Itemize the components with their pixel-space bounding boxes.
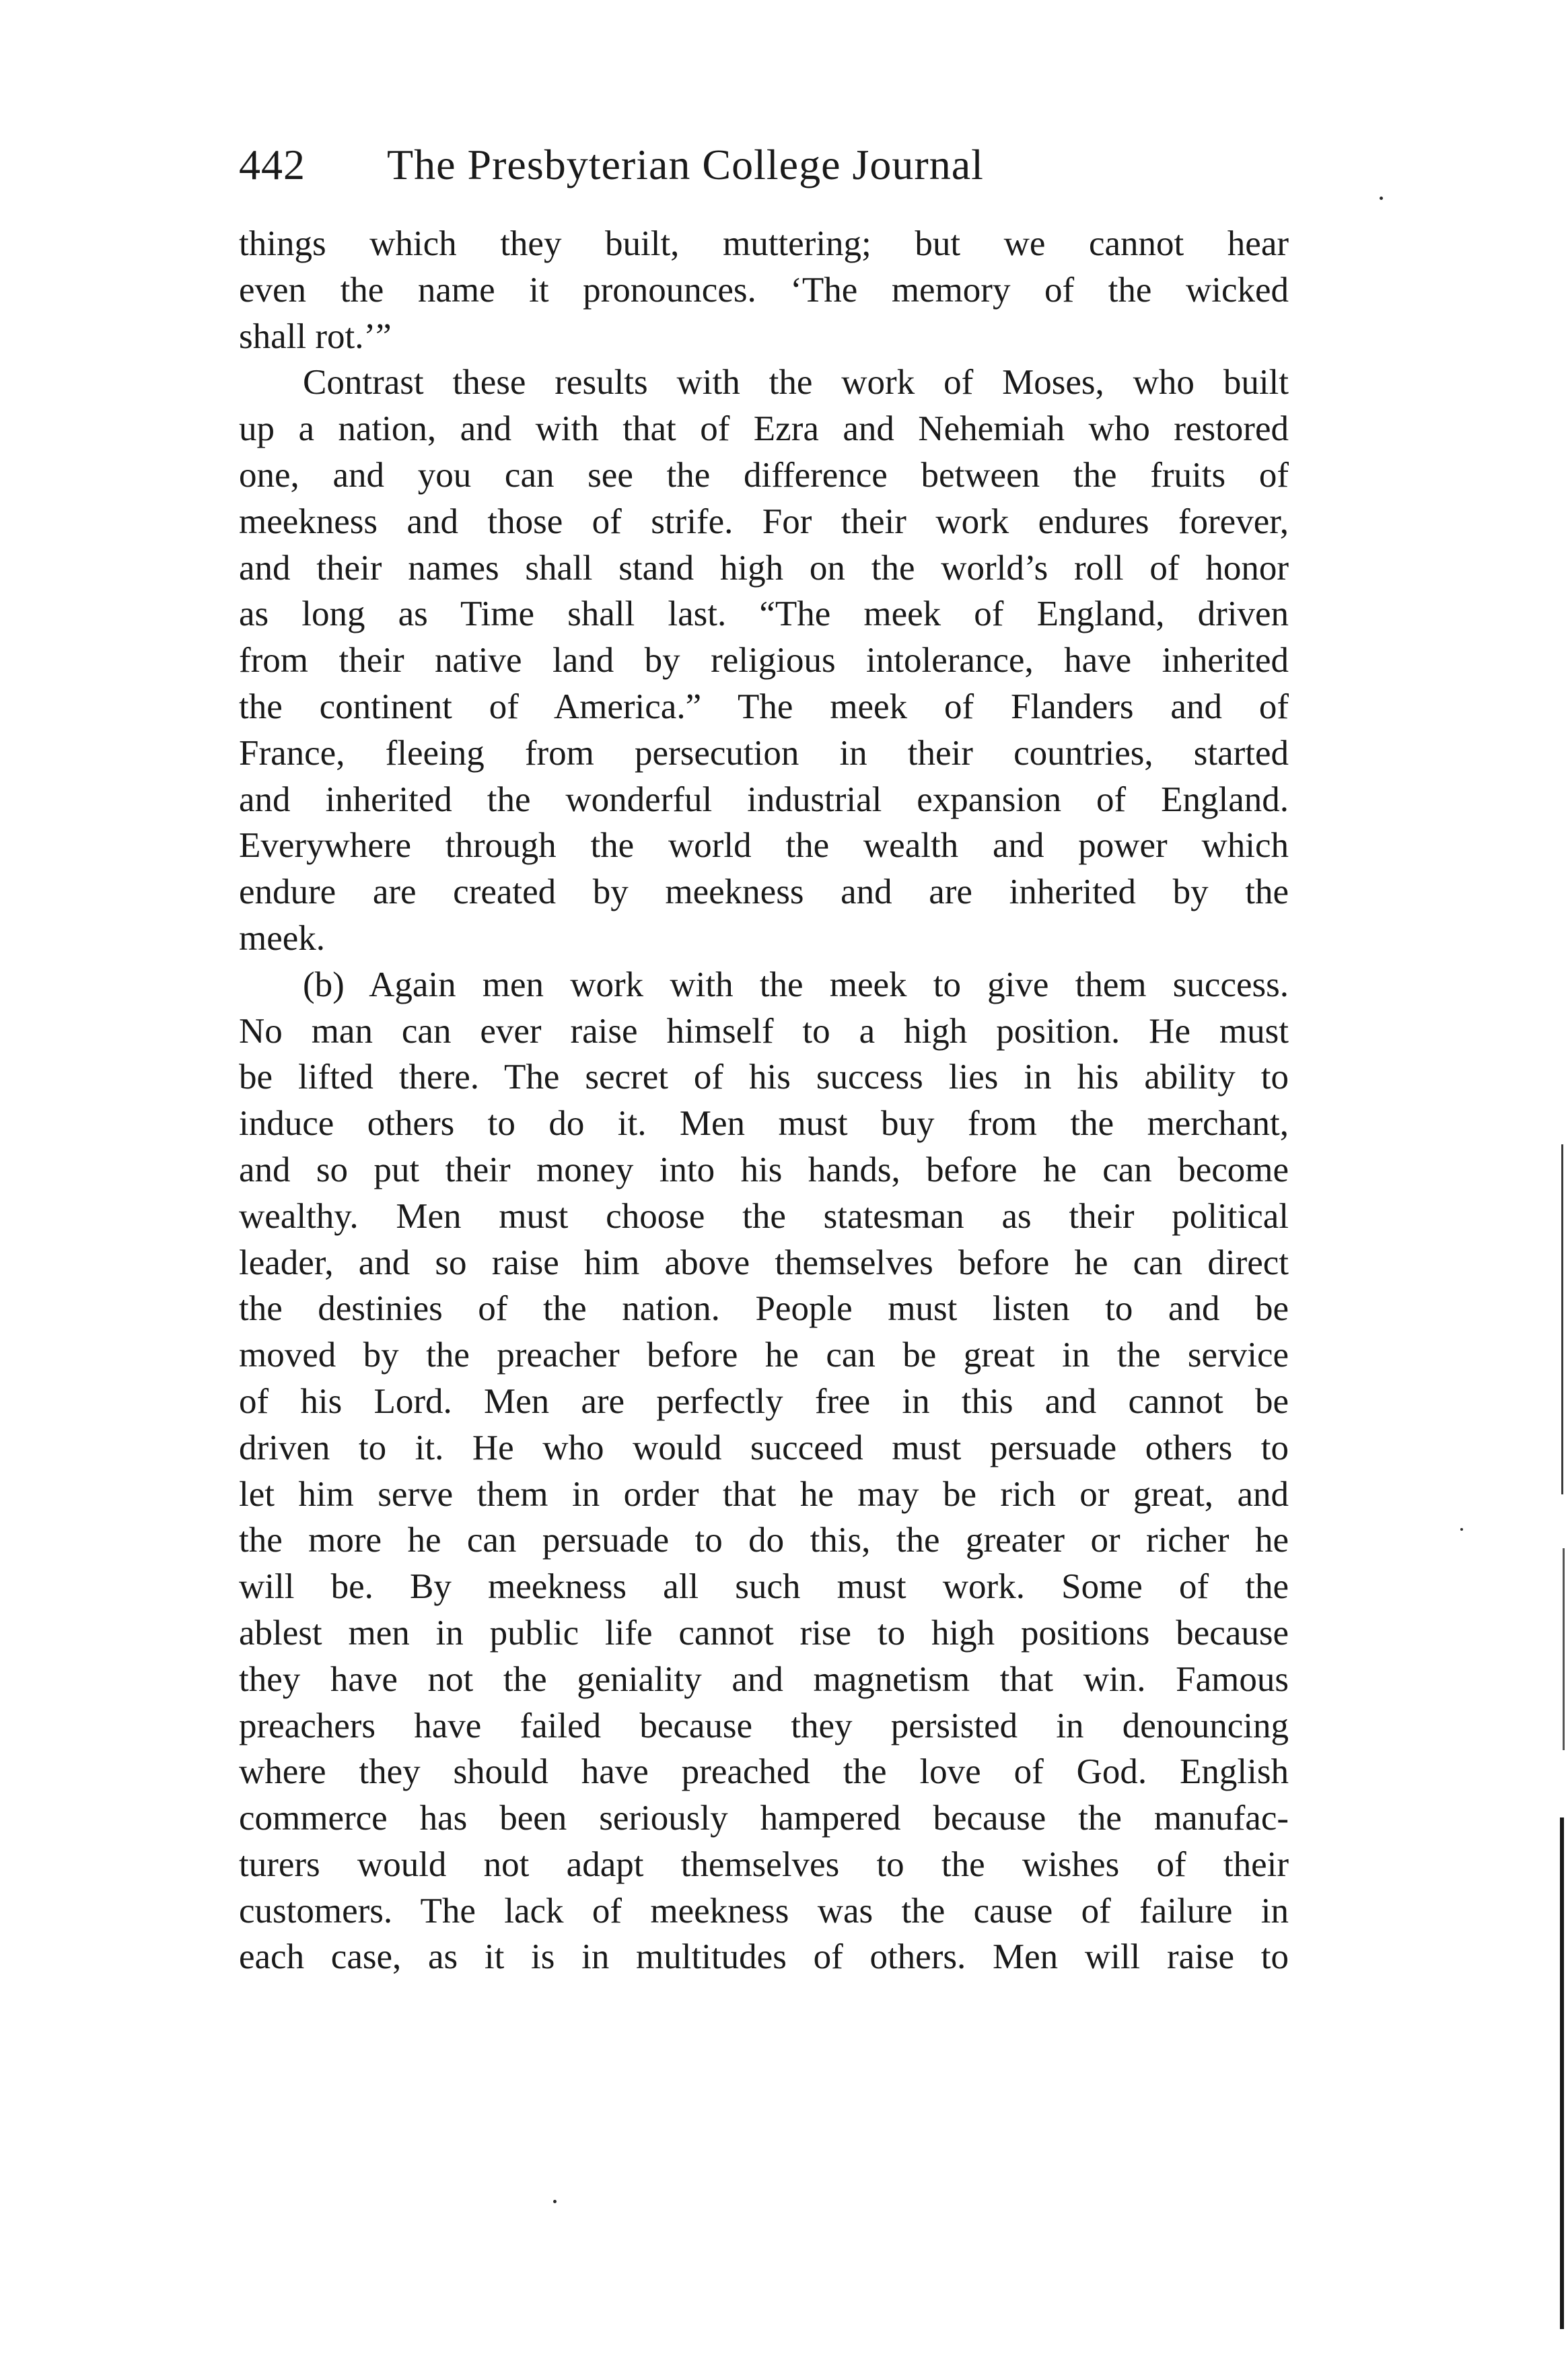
text-line: meekness and those of strife. For their work endures forever, [239, 501, 1289, 541]
text-line: be lifted there. The secret of his success lies in his ability to [239, 1058, 1289, 1097]
binding-edge-line [1563, 1548, 1565, 1750]
body-text [239, 221, 1289, 1980]
text-line: up a nation, and with that of Ezra and Nehemiah who restored [239, 409, 1289, 449]
page-number: 442 [239, 141, 306, 188]
text-line: induce others to do it. Men must buy from the merchant, [239, 1104, 1289, 1144]
text-line: moved by the preacher before he can be great in the service [239, 1336, 1289, 1375]
binding-edge-line [1561, 1144, 1563, 1494]
text-line: let him serve them in order that he may be rich or great, and [239, 1474, 1289, 1514]
text-line: endure are created by meekness and are inherited by the [239, 872, 1289, 912]
text-line: leader, and so raise him above themselves before he can direct [239, 1243, 1289, 1282]
text-line: will be. By meekness all such must work. Some of the [239, 1567, 1289, 1607]
text-line: driven to it. He who would succeed must persuade others to [239, 1428, 1289, 1467]
binding-edge-line [1560, 1817, 1564, 2329]
text-line: from their native land by religious intolerance, have inherited [239, 641, 1289, 681]
text-line: France, fleeing from persecution in their countries, started [239, 733, 1289, 773]
text-line: as long as Time shall last. “The meek of England, driven [239, 594, 1289, 634]
text-line: wealthy. Men must choose the statesman as their political [239, 1196, 1289, 1236]
text-line: shall rot.’” [239, 316, 392, 356]
text-line: turers would not adapt themselves to the wishes of their [239, 1844, 1289, 1884]
text-line: and their names shall stand high on the world’s roll of honor [239, 548, 1289, 588]
text-line: each case, as it is in multitudes of others. Men will raise to [239, 1937, 1289, 1977]
text-line: the more he can persuade to do this, the greater or richer he [239, 1521, 1289, 1560]
scan-speck [553, 2200, 557, 2203]
running-title: The Presbyterian College Journal [387, 141, 984, 188]
text-line: No man can ever raise himself to a high position. He must [239, 1011, 1289, 1051]
text-line: commerce has been seriously hampered because the manufac- [239, 1799, 1289, 1838]
scan-speck [1460, 1528, 1463, 1531]
text-line: the destinies of the nation. People must listen to and be [239, 1289, 1289, 1329]
text-line: and inherited the wonderful industrial expansion of England. [239, 779, 1289, 819]
text-line: of his Lord. Men are perfectly free in this and cannot be [239, 1381, 1289, 1421]
text-line: (b) Again men work with the meek to give them success. [303, 965, 1289, 1004]
text-line: things which they built, muttering; but we cannot hear [239, 224, 1289, 263]
text-line: Contrast these results with the work of Moses, who built [303, 363, 1289, 403]
text-line: even the name it pronounces. ‘The memory of the wicked [239, 270, 1289, 310]
text-line: and so put their money into his hands, before he can become [239, 1150, 1289, 1189]
text-line: Everywhere through the world the wealth and power which [239, 826, 1289, 866]
text-line: one, and you can see the difference between the fruits of [239, 455, 1289, 495]
text-line: customers. The lack of meekness was the cause of failure in [239, 1891, 1289, 1931]
text-line: meek. [239, 918, 326, 958]
scan-speck [1380, 197, 1383, 200]
text-line: the continent of America.” The meek of Flanders and of [239, 687, 1289, 726]
text-line: they have not the geniality and magnetism that win. Famous [239, 1659, 1289, 1699]
text-line: ablest men in public life cannot rise to high positions because [239, 1613, 1289, 1653]
text-line: where they should have preached the love of God. English [239, 1752, 1289, 1792]
running-header [239, 135, 1289, 195]
text-line: preachers have failed because they persisted in denouncing [239, 1706, 1289, 1745]
